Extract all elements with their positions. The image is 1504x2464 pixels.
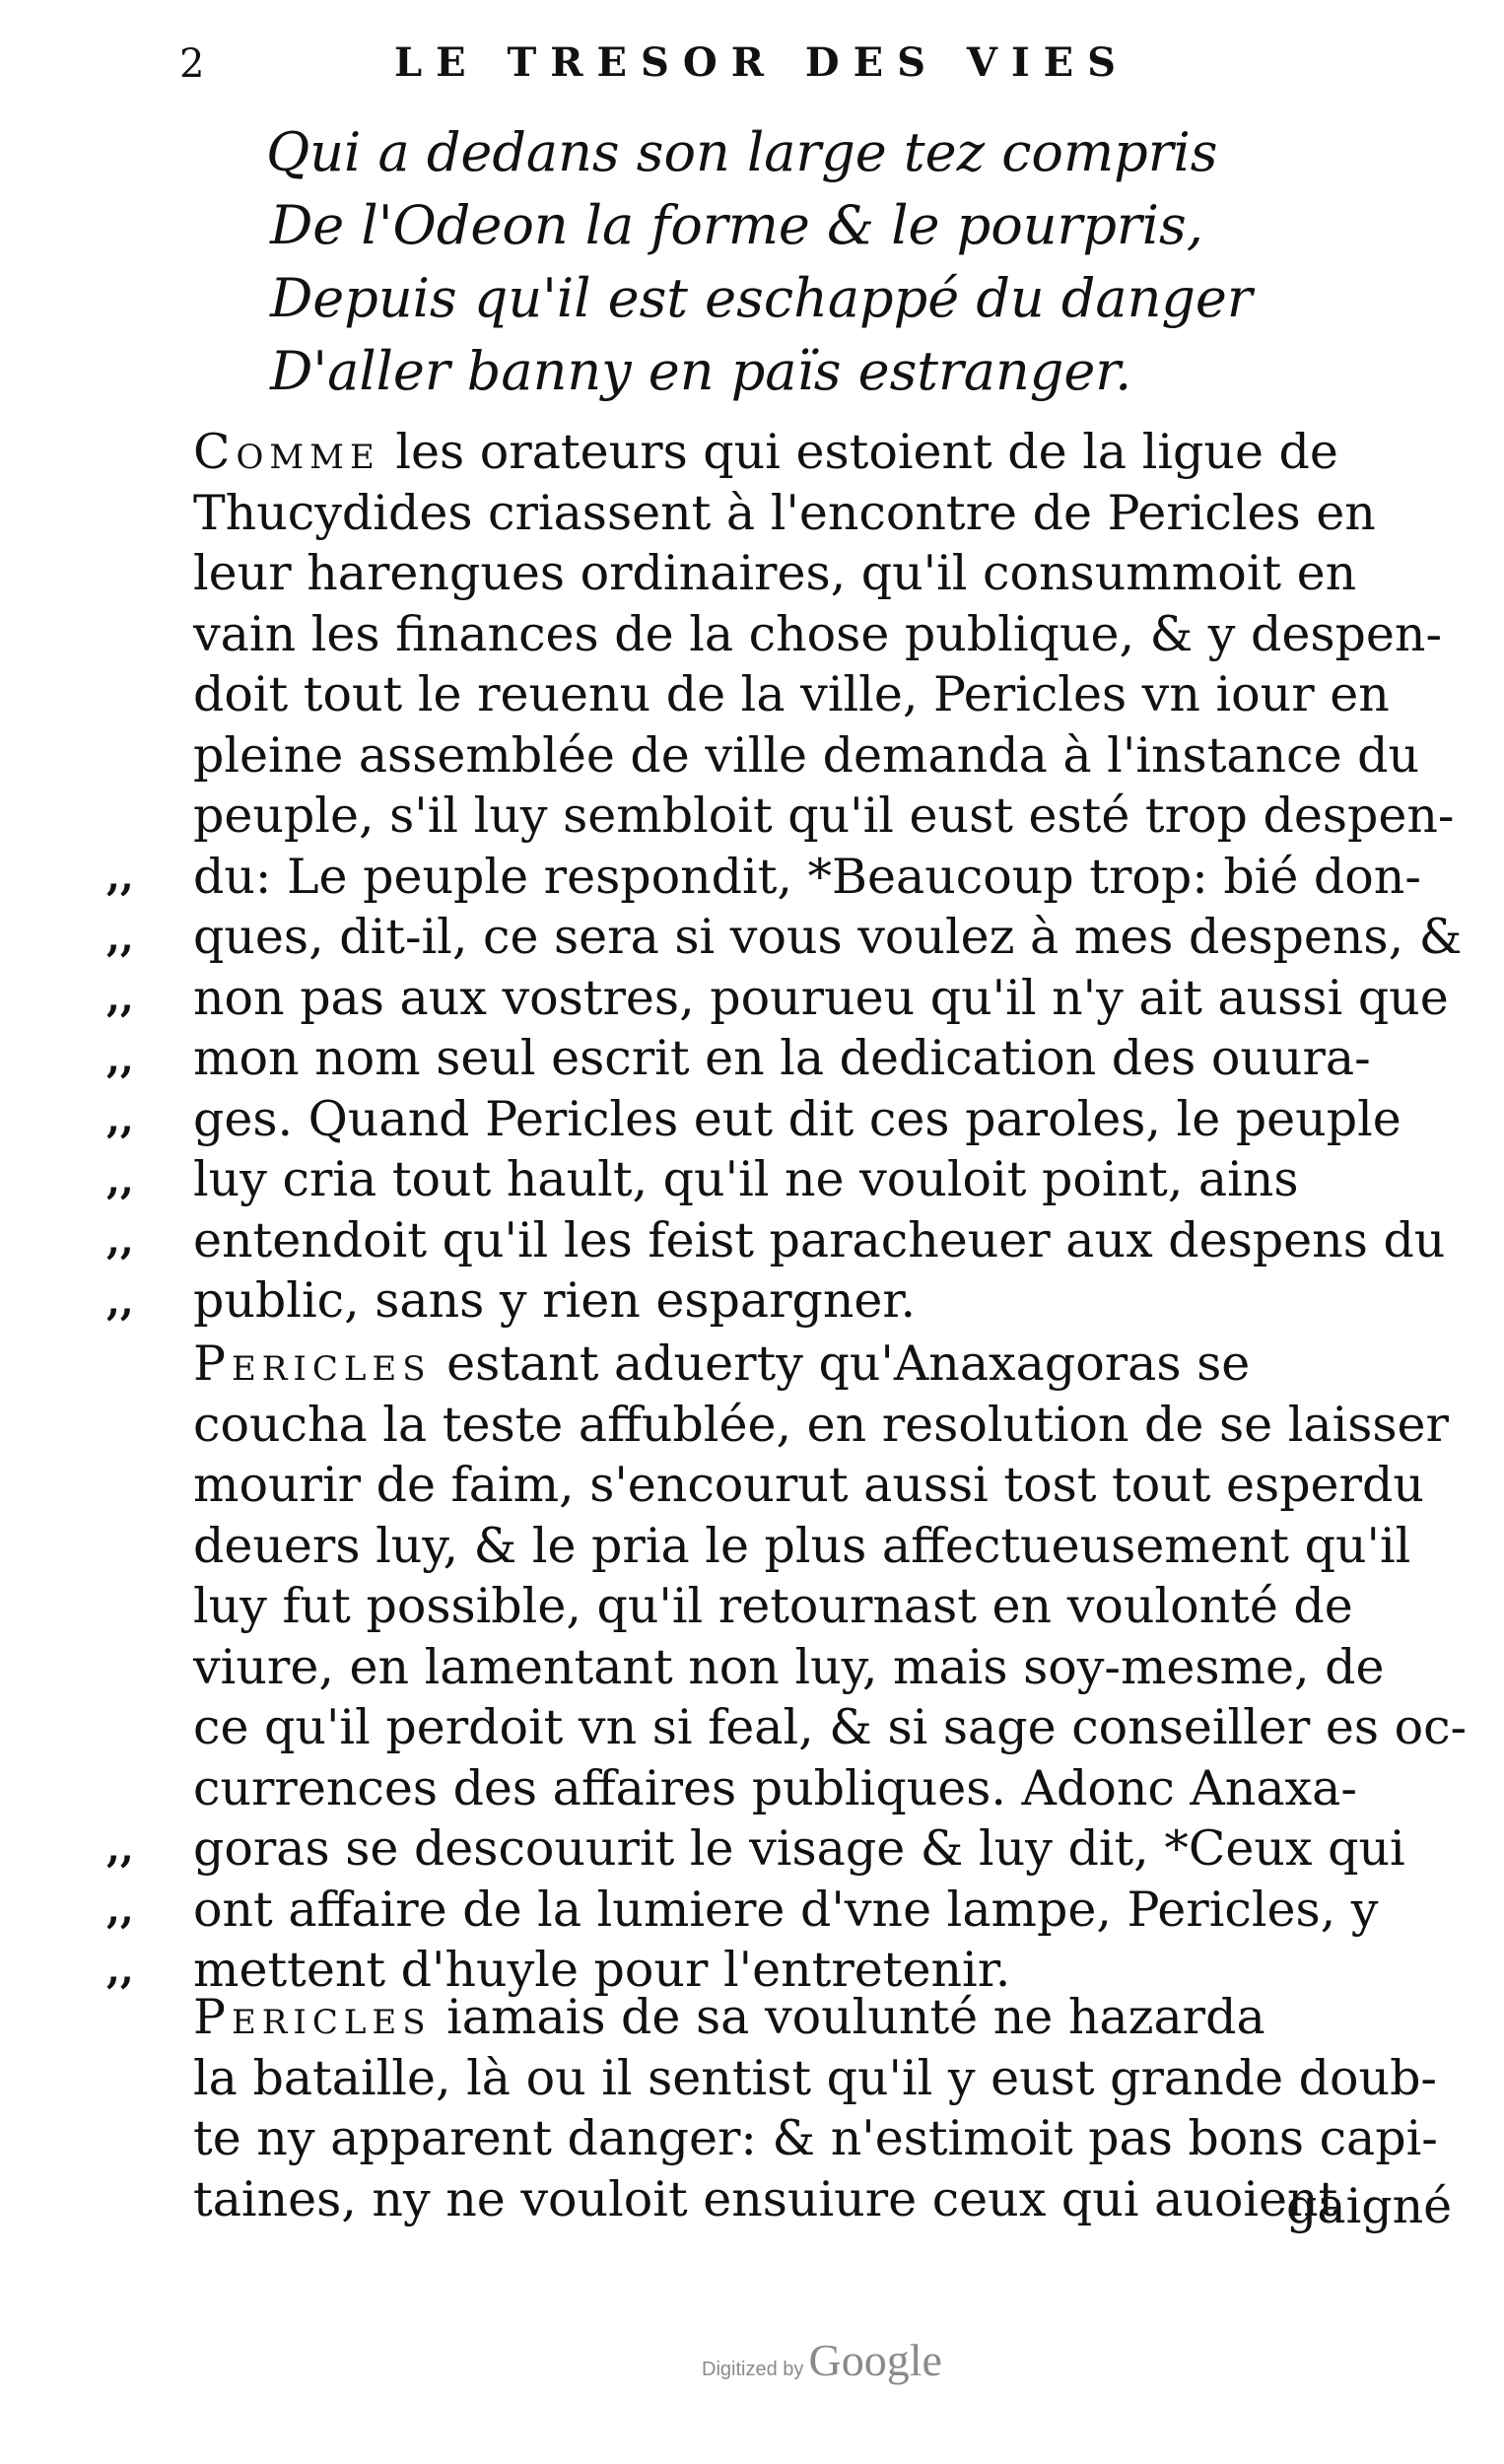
paragraph-line: coucha la teste affublée, en resolution de se laisser bbox=[193, 1396, 1449, 1453]
paragraph-line: taines, ny ne vouloit ensuiure ceux qui auoient bbox=[193, 2170, 1338, 2227]
paragraph-line: luy fut possible, qu'il retournast en voulonté de bbox=[193, 1578, 1353, 1634]
quote-mark: ,, bbox=[106, 1035, 134, 1082]
google-logo: Google bbox=[808, 2335, 942, 2385]
paragraph-line: entendoit qu'il les feist paracheuer aux despens du bbox=[193, 1211, 1446, 1268]
paragraph-line bbox=[193, 1987, 1438, 2048]
watermark-prefix: Digitized by bbox=[702, 2359, 804, 2380]
paragraph-line: ont affaire de la lumiere d'vne lampe, Pericles, y bbox=[193, 1881, 1379, 1938]
paragraph-lead-word: Pericles bbox=[193, 1989, 432, 2045]
paragraph-line: ce qu'il perdoit vn si feal, & si sage conseiller es oc- bbox=[193, 1699, 1468, 1755]
paragraph-lead-word: Comme bbox=[193, 424, 380, 480]
paragraph-comme bbox=[193, 422, 1462, 1332]
catchword: gaigné bbox=[1286, 2178, 1453, 2234]
paragraph-line: goras se descouurit le visage & luy dit, *Ceux qui bbox=[193, 1820, 1405, 1877]
paragraph-anaxagoras bbox=[193, 1334, 1467, 2001]
quote-mark: ,, bbox=[106, 1156, 134, 1203]
paragraph-line: la bataille, là ou il sentist qu'il y eust grande doub- bbox=[193, 2049, 1437, 2106]
paragraph-line: non pas aux vostres, pourueu qu'il n'y ait aussi que bbox=[193, 969, 1449, 1026]
paragraph-line: deuers luy, & le pria le plus affectueusement qu'il bbox=[193, 1517, 1411, 1574]
paragraph-line: mon nom seul escrit en la dedication des ouura- bbox=[193, 1030, 1371, 1086]
paragraph-line: du: Le peuple respondit, *Beaucoup trop: bié don- bbox=[193, 848, 1421, 905]
paragraph-line: ques, dit-il, ce sera si vous voulez à mes despens, & bbox=[193, 909, 1463, 965]
quote-mark: ,, bbox=[106, 975, 134, 1021]
quotation-marks-margin bbox=[106, 847, 134, 1332]
paragraph-line-text: iamais de sa voulunté ne hazarda bbox=[431, 1989, 1265, 2045]
paragraph-line bbox=[193, 422, 1462, 483]
page-number: 2 bbox=[179, 41, 205, 87]
running-title: LE TRESOR DES VIES bbox=[394, 39, 1130, 86]
paragraph-lead-word: Pericles bbox=[193, 1335, 432, 1392]
paragraph-line: vain les finances de la chose publique, & y despen- bbox=[193, 605, 1443, 662]
paragraph-line: public, sans y rien espargner. bbox=[193, 1272, 917, 1329]
quote-mark: ,, bbox=[106, 854, 134, 900]
paragraph-line: pleine assemblée de ville demanda à l'instance du bbox=[193, 726, 1420, 784]
quote-mark: ,, bbox=[106, 1885, 134, 1933]
paragraph-line: leur harengues ordinaires, qu'il consummoit en bbox=[193, 545, 1357, 601]
paragraph-line: viure, en lamentant non luy, mais soy-mesme, de bbox=[193, 1638, 1385, 1695]
quote-mark: ,, bbox=[106, 1217, 134, 1264]
quotation-marks-margin bbox=[106, 1818, 134, 2001]
verse-line: Depuis qu'il est eschappé du danger bbox=[270, 267, 1253, 329]
quote-mark: ,, bbox=[106, 1947, 134, 1993]
paragraph-line-text: estant aduerty qu'Anaxagoras se bbox=[431, 1335, 1251, 1392]
quote-mark: ,, bbox=[106, 1096, 134, 1142]
quote-mark: ,, bbox=[106, 914, 134, 961]
paragraph-line: doit tout le reuenu de la ville, Pericles vn iour en bbox=[193, 666, 1390, 722]
quote-mark: ,, bbox=[106, 1825, 134, 1872]
paragraph-line: luy cria tout hault, qu'il ne vouloit point, ains bbox=[193, 1151, 1299, 1207]
verse-block bbox=[266, 116, 1253, 408]
verse-line: De l'Odeon la forme & le pourpris, bbox=[270, 194, 1203, 256]
paragraph-line-text: les orateurs qui estoient de la ligue de bbox=[379, 424, 1338, 480]
paragraph-line: mourir de faim, s'encourut aussi tost tout esperdu bbox=[193, 1457, 1424, 1513]
paragraph-line bbox=[193, 1334, 1467, 1395]
paragraph-line: currences des affaires publiques. Adonc Anaxa- bbox=[193, 1759, 1357, 1816]
paragraph-bataille bbox=[193, 1987, 1438, 2229]
paragraph-line: mettent d'huyle pour l'entretenir. bbox=[193, 1942, 1011, 1998]
quote-mark: ,, bbox=[106, 1277, 134, 1325]
verse-line: Qui a dedans son large tez compris bbox=[266, 121, 1218, 183]
google-watermark bbox=[702, 2334, 942, 2386]
paragraph-line: te ny apparent danger: & n'estimoit pas bons capi- bbox=[193, 2110, 1438, 2166]
paragraph-line: ges. Quand Pericles eut dit ces paroles, le peuple bbox=[193, 1090, 1401, 1147]
paragraph-line: peuple, s'il luy sembloit qu'il eust esté trop despen- bbox=[193, 787, 1455, 844]
paragraph-line: Thucydides criassent à l'encontre de Pericles en bbox=[193, 484, 1376, 541]
verse-line: D'aller banny en païs estranger. bbox=[270, 340, 1132, 402]
